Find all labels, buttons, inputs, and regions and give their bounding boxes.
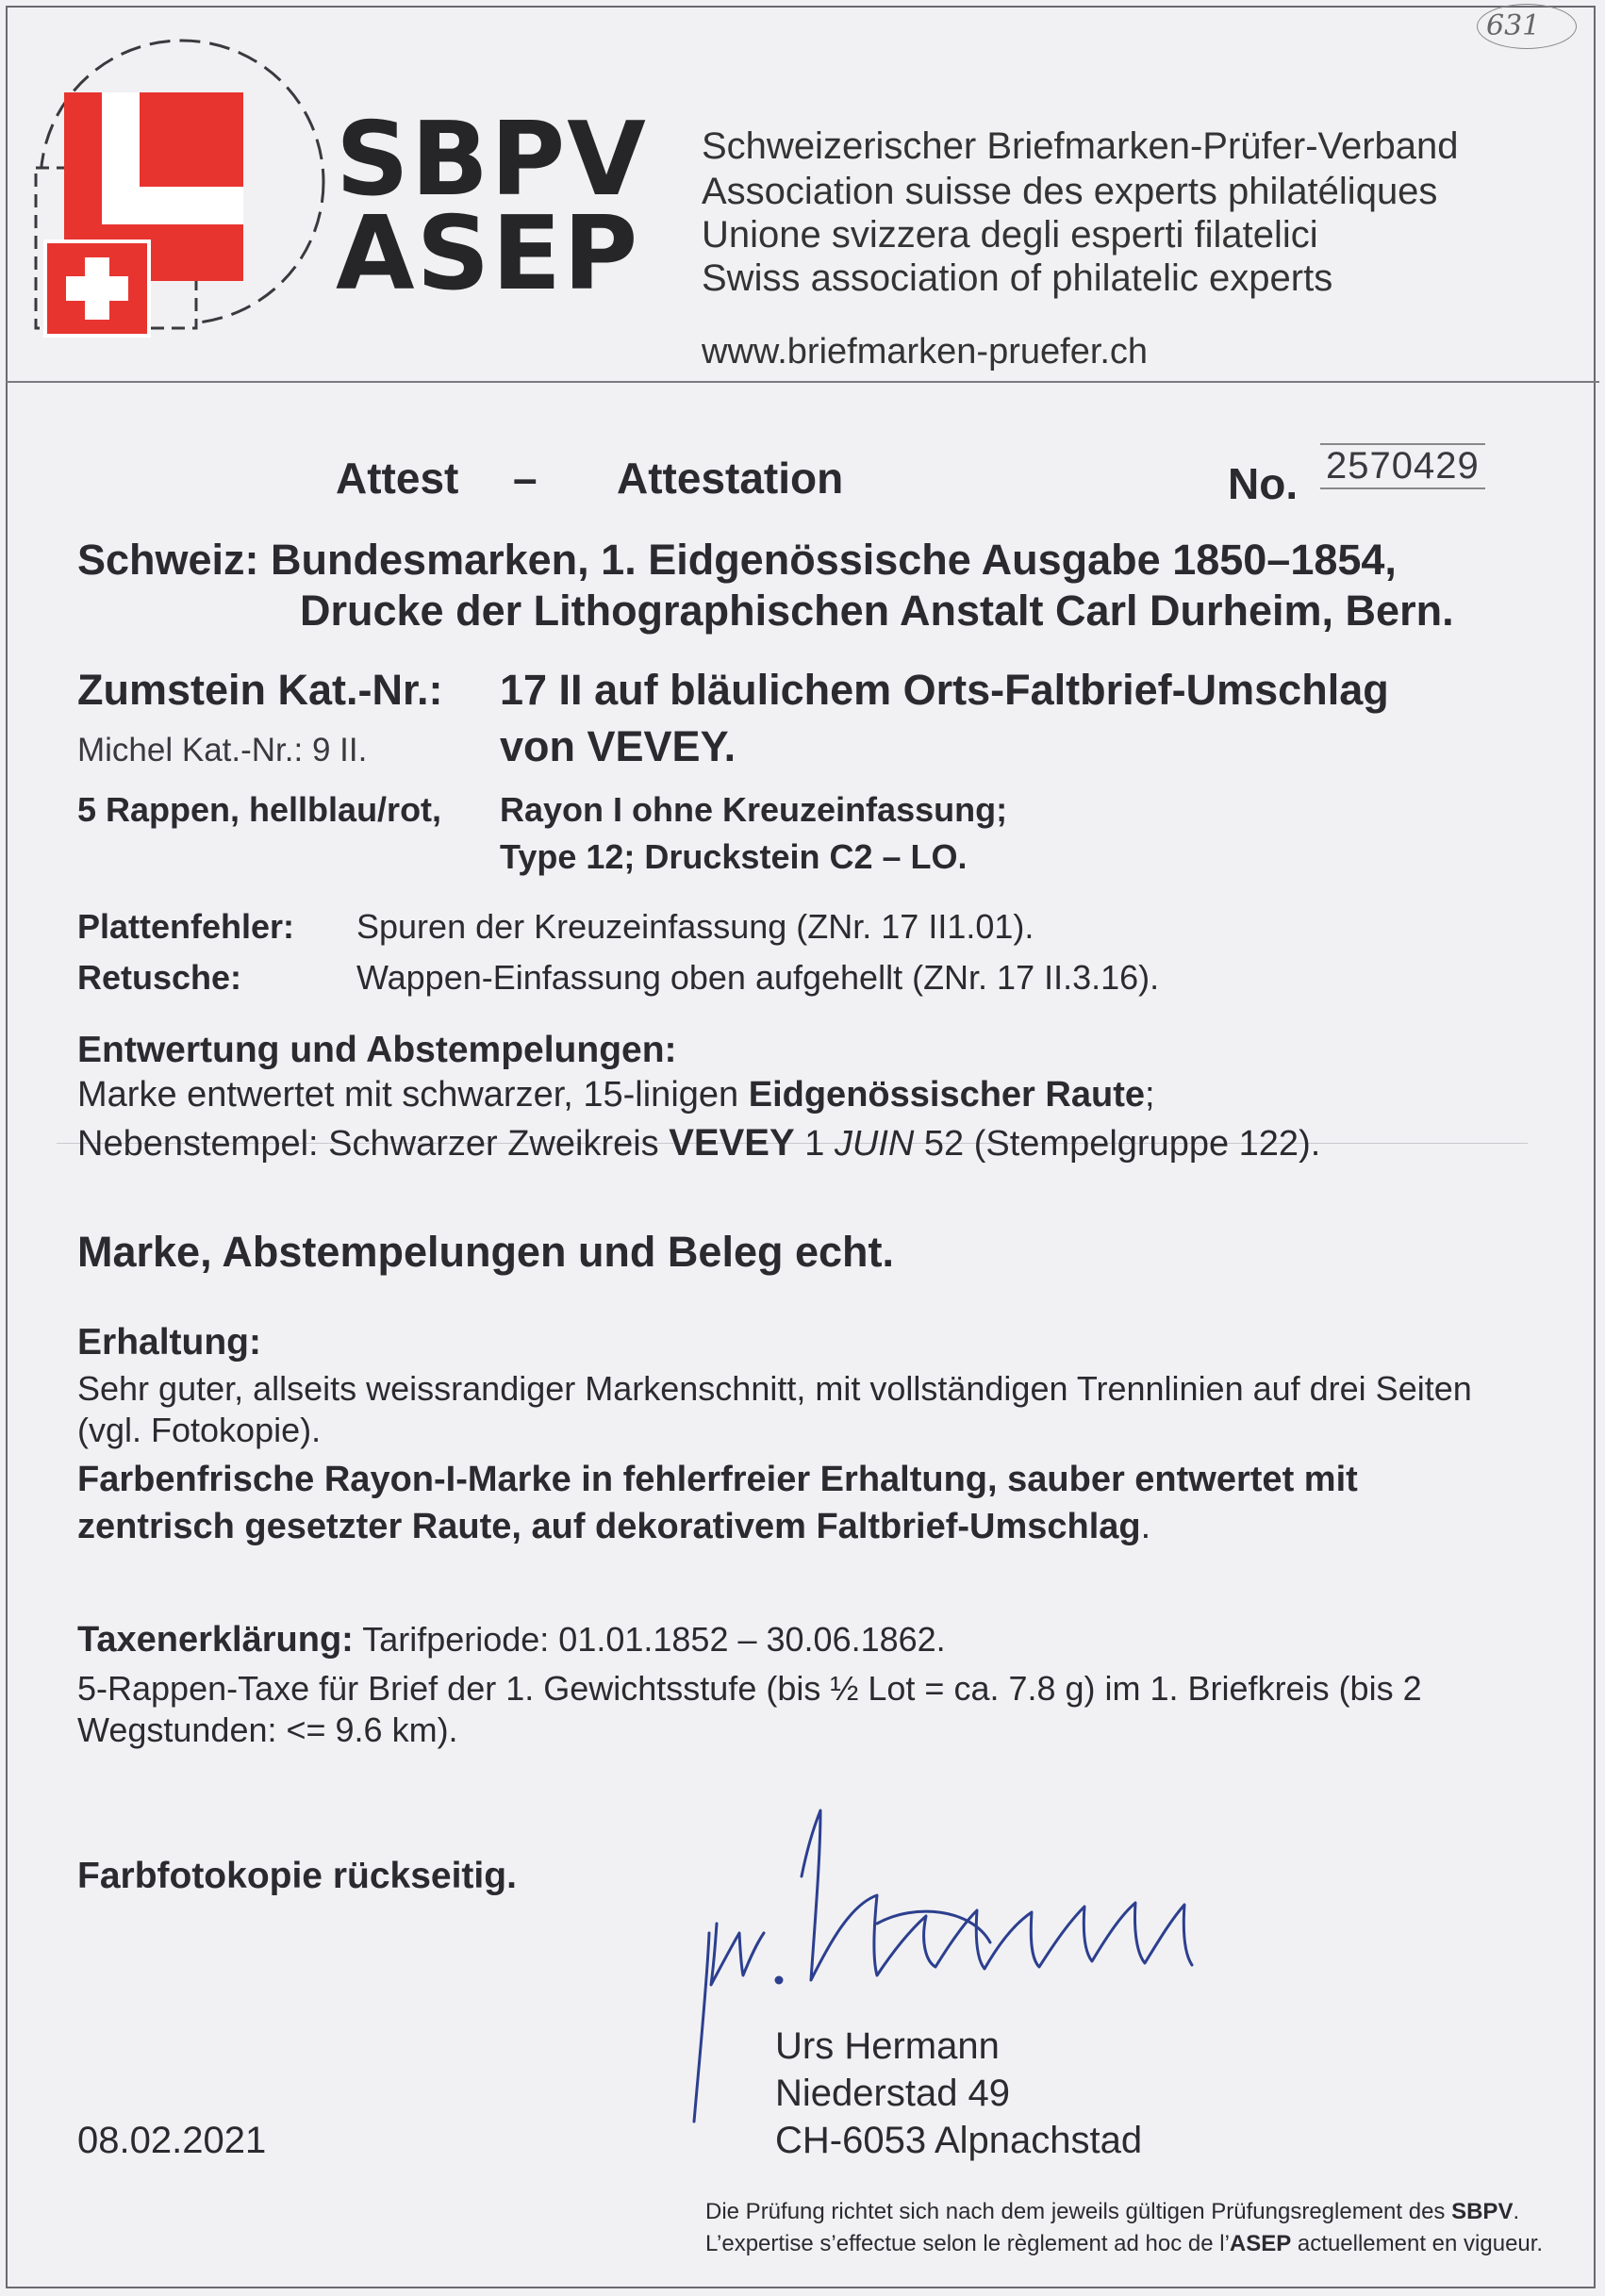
condition-bold-2: zentrisch gesetzter Raute, auf dekorativem Faltbrief-Umschlag. — [77, 1507, 1151, 1546]
condition-bold-1: Farbenfrische Rayon-I-Marke in fehlerfreier Erhaltung, sauber entwertet mit — [77, 1460, 1358, 1499]
issue-line-1: Schweiz: Bundesmarken, 1. Eidgenössische Ausgabe 1850–1854, — [77, 536, 1397, 584]
footer-line-de: Die Prüfung richtet sich nach dem jeweils gültigen Prüfungsreglement des SBPV. — [705, 2199, 1520, 2224]
issue-line-2: Drucke der Lithographischen Anstalt Carl Durheim, Bern. — [300, 586, 1454, 635]
photocopy-note: Farbfotokopie rückseitig. — [77, 1856, 517, 1896]
expert-city: CH-6053 Alpnachstad — [775, 2120, 1143, 2161]
plate-defect-value: Spuren der Kreuzeinfassung (ZNr. 17 II1.01). — [356, 907, 1034, 946]
expert-street: Niederstad 49 — [775, 2073, 1011, 2114]
zumstein-label: Zumstein Kat.-Nr.: — [77, 666, 443, 714]
michel-label: Michel Kat.-Nr.: 9 II. — [77, 732, 368, 768]
expert-name: Urs Hermann — [775, 2025, 1000, 2067]
tax-line-1: Taxenerklärung: Tarifperiode: 01.01.1852 – 30.06.1862. — [77, 1620, 946, 1660]
retouch-label: Retusche: — [77, 958, 242, 997]
title-dash: – — [513, 454, 538, 503]
association-name-de: Schweizerischer Briefmarken-Prüfer-Verband — [702, 125, 1459, 167]
brand-asep: ASEP — [336, 195, 640, 313]
stamp-type: Type 12; Druckstein C2 – LO. — [500, 837, 968, 876]
certificate-number: 2570429 — [1320, 443, 1485, 489]
footer-line-fr: L’expertise s’effectue selon le règlement ad hoc de l’ASEP actuellement en vigueur. — [705, 2231, 1544, 2256]
title-attestation: Attestation — [617, 454, 844, 503]
stamp-denomination: 5 Rappen, hellblau/rot, — [77, 790, 442, 829]
association-name-it: Unione svizzera degli esperti filatelici — [702, 214, 1318, 256]
cancellation-line-2: Nebenstempel: Schwarzer Zweikreis VEVEY 1 JUIN 52 (Stempelgruppe 122). — [77, 1122, 1321, 1164]
condition-line-1: Sehr guter, allseits weissrandiger Markenschnitt, mit vollständigen Trennlinien auf drei Seiten — [77, 1369, 1472, 1408]
certificate-no-label: No. — [1228, 459, 1299, 508]
header-divider — [6, 381, 1599, 383]
association-name-en: Swiss association of philatelic experts — [702, 257, 1333, 299]
michel-value: von VEVEY. — [500, 722, 736, 770]
title-attest: Attest — [336, 454, 459, 503]
condition-line-2: (vgl. Fotokopie). — [77, 1411, 322, 1449]
authenticity-verdict: Marke, Abstempelungen und Beleg echt. — [77, 1228, 894, 1276]
tax-line-3: Wegstunden: <= 9.6 km). — [77, 1710, 458, 1749]
certificate-date: 08.02.2021 — [77, 2120, 267, 2161]
tax-line-2: 5-Rappen-Taxe für Brief der 1. Gewichtsstufe (bis ½ Lot = ca. 7.8 g) im 1. Briefkreis (bis 2 — [77, 1669, 1422, 1708]
sbpv-stamp-logo-icon — [26, 26, 338, 356]
website-link[interactable]: www.briefmarken-pruefer.ch — [702, 332, 1149, 372]
brand-sbpv: SBPV — [336, 101, 648, 219]
cancellation-heading: Entwertung und Abstempelungen: — [77, 1030, 677, 1070]
association-name-fr: Association suisse des experts philatéliques — [702, 171, 1438, 212]
zumstein-value: 17 II auf bläulichem Orts-Faltbrief-Umschlag — [500, 666, 1389, 714]
retouch-value: Wappen-Einfassung oben aufgehellt (ZNr. 17 II.3.16). — [356, 958, 1160, 997]
stamp-rayon: Rayon I ohne Kreuzeinfassung; — [500, 790, 1008, 829]
plate-defect-label: Plattenfehler: — [77, 907, 295, 946]
cancellation-line-1: Marke entwertet mit schwarzer, 15-linigen Eidgenössischer Raute; — [77, 1075, 1155, 1115]
handwritten-number: 631 — [1486, 9, 1541, 42]
condition-heading: Erhaltung: — [77, 1322, 261, 1363]
